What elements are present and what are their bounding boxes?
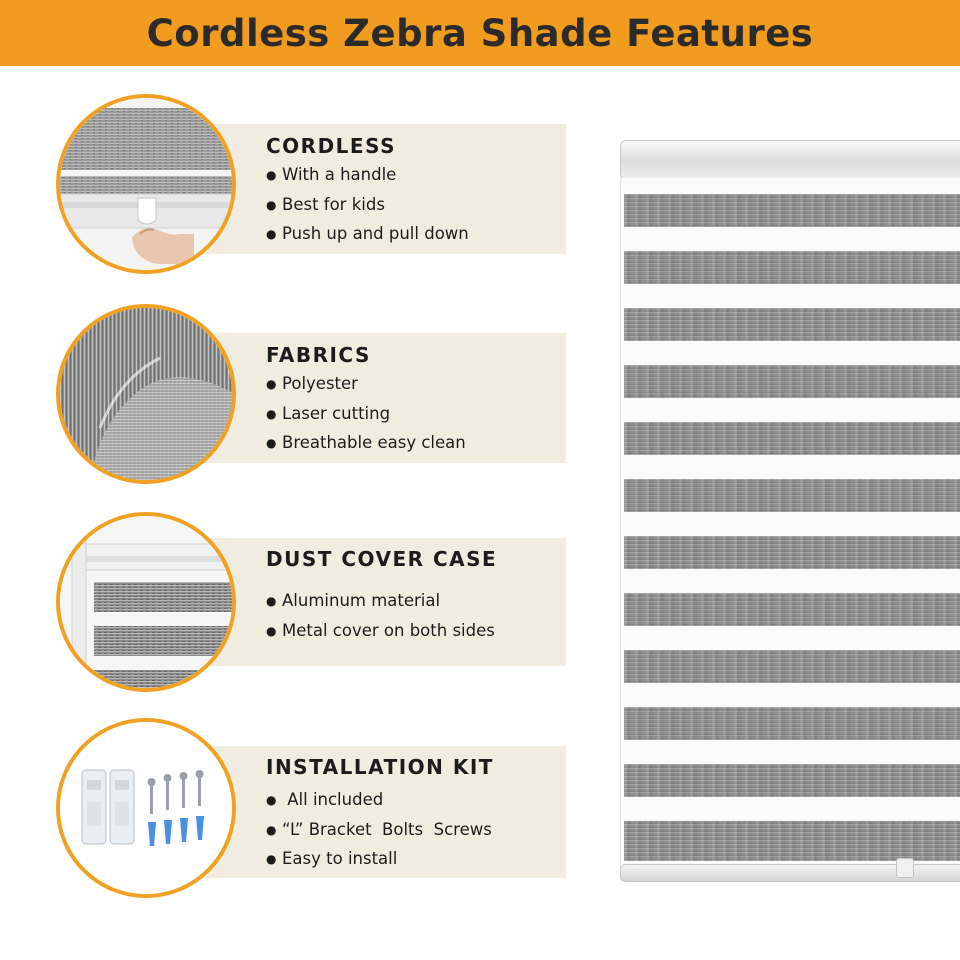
bullet-item: ● Aluminum material xyxy=(266,586,495,616)
bullet-icon: ● xyxy=(266,377,277,391)
bullet-icon: ● xyxy=(266,406,277,421)
bullet-icon: ● xyxy=(266,852,277,866)
feature-title: CORDLESS xyxy=(266,134,396,158)
shade-headrail xyxy=(620,140,960,180)
bullet-icon: ● xyxy=(266,623,277,638)
dust-cover-case-icon xyxy=(56,512,236,692)
bullet-icon: ● xyxy=(266,197,277,212)
feature-title: DUST COVER CASE xyxy=(266,547,498,571)
bullet-item: ● With a handle xyxy=(266,160,469,190)
feature-fabrics xyxy=(0,300,600,480)
bullet-item: ● Push up and pull down xyxy=(266,219,469,249)
bullet-icon: ● xyxy=(266,822,277,837)
shade-handle xyxy=(896,858,914,878)
bullet-item: ● Best for kids xyxy=(266,190,469,220)
shade-stripe xyxy=(624,422,960,455)
bullet-item: ● “L” Bracket Bolts Screws xyxy=(266,815,492,845)
shade-stripe xyxy=(624,479,960,512)
shade-stripe xyxy=(624,194,960,227)
bullet-item: ● Easy to install xyxy=(266,844,492,874)
cordless-handle-icon xyxy=(56,94,236,274)
bullet-icon: ● xyxy=(266,793,277,807)
feature-dust-cover-case xyxy=(0,510,600,690)
feature-bullet-list xyxy=(266,160,469,249)
bullet-icon: ● xyxy=(266,594,277,608)
bullet-item: ● All included xyxy=(266,785,492,815)
feature-installation-kit xyxy=(0,716,600,896)
feature-cordless xyxy=(0,90,600,270)
shade-stripe xyxy=(624,707,960,740)
shade-stripe xyxy=(624,536,960,569)
bullet-icon: ● xyxy=(266,168,277,182)
fabric-closeup-icon xyxy=(56,304,236,484)
bullet-item: ● Laser cutting xyxy=(266,399,466,429)
bullet-item: ● Metal cover on both sides xyxy=(266,616,495,646)
zebra-shade-image xyxy=(600,120,960,890)
feature-bullet-list xyxy=(266,586,495,645)
feature-bullet-list xyxy=(266,785,492,874)
feature-title: INSTALLATION KIT xyxy=(266,755,494,779)
shade-stripe xyxy=(624,764,960,797)
feature-bullet-list xyxy=(266,369,466,458)
shade-stripe xyxy=(624,650,960,683)
feature-title: FABRICS xyxy=(266,343,371,367)
page-title: Cordless Zebra Shade Features xyxy=(146,11,814,55)
shade-stripe xyxy=(624,308,960,341)
bullet-icon: ● xyxy=(266,227,277,241)
shade-stripe xyxy=(624,251,960,284)
bullet-item: ● Polyester xyxy=(266,369,466,399)
shade-stripe xyxy=(624,365,960,398)
title-banner xyxy=(0,0,960,66)
shade-stripe xyxy=(624,593,960,626)
bullet-item: ● Breathable easy clean xyxy=(266,428,466,458)
installation-kit-icon xyxy=(56,718,236,898)
bullet-icon: ● xyxy=(266,436,277,450)
shade-stripe xyxy=(624,821,960,861)
